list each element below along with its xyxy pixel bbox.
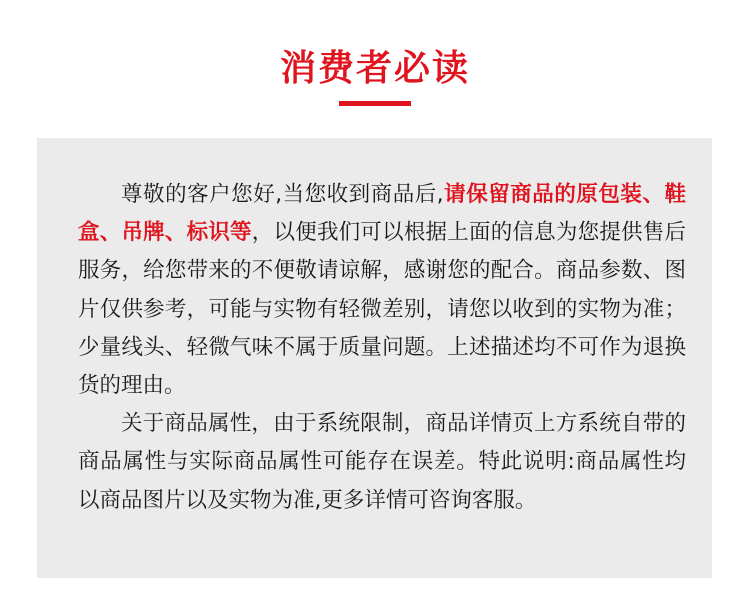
notice-paragraph-1-lead: 尊敬的客户您好,当您收到商品后,: [121, 182, 444, 207]
page-title: 消费者必读: [279, 48, 470, 89]
notice-paragraph-1-rest: ，以便我们可以根据上面的信息为您提供售后服务，给您带来的不便敬请谅解，感谢您的配合。商品参数、图片仅供参考，可能与实物有轻微差别，请您以收到的实物为准；少量线头、轻微气味不属于质量问题。上述描述均不可作为退换货的理由。: [78, 220, 686, 399]
notice-paragraph-2: 关于商品属性，由于系统限制，商品详情页上方系统自带的商品属性与实际商品属性可能存在误差。特此说明:商品属性均以商品图片以及实物为准,更多详情可咨询客服。: [78, 411, 686, 513]
notice-box: [37, 138, 712, 578]
notice-highlight: 请保留商品的原包装、鞋盒、吊牌、标识等: [78, 182, 686, 246]
title-underline: [339, 101, 411, 106]
notice-paragraph-1: [78, 176, 686, 405]
